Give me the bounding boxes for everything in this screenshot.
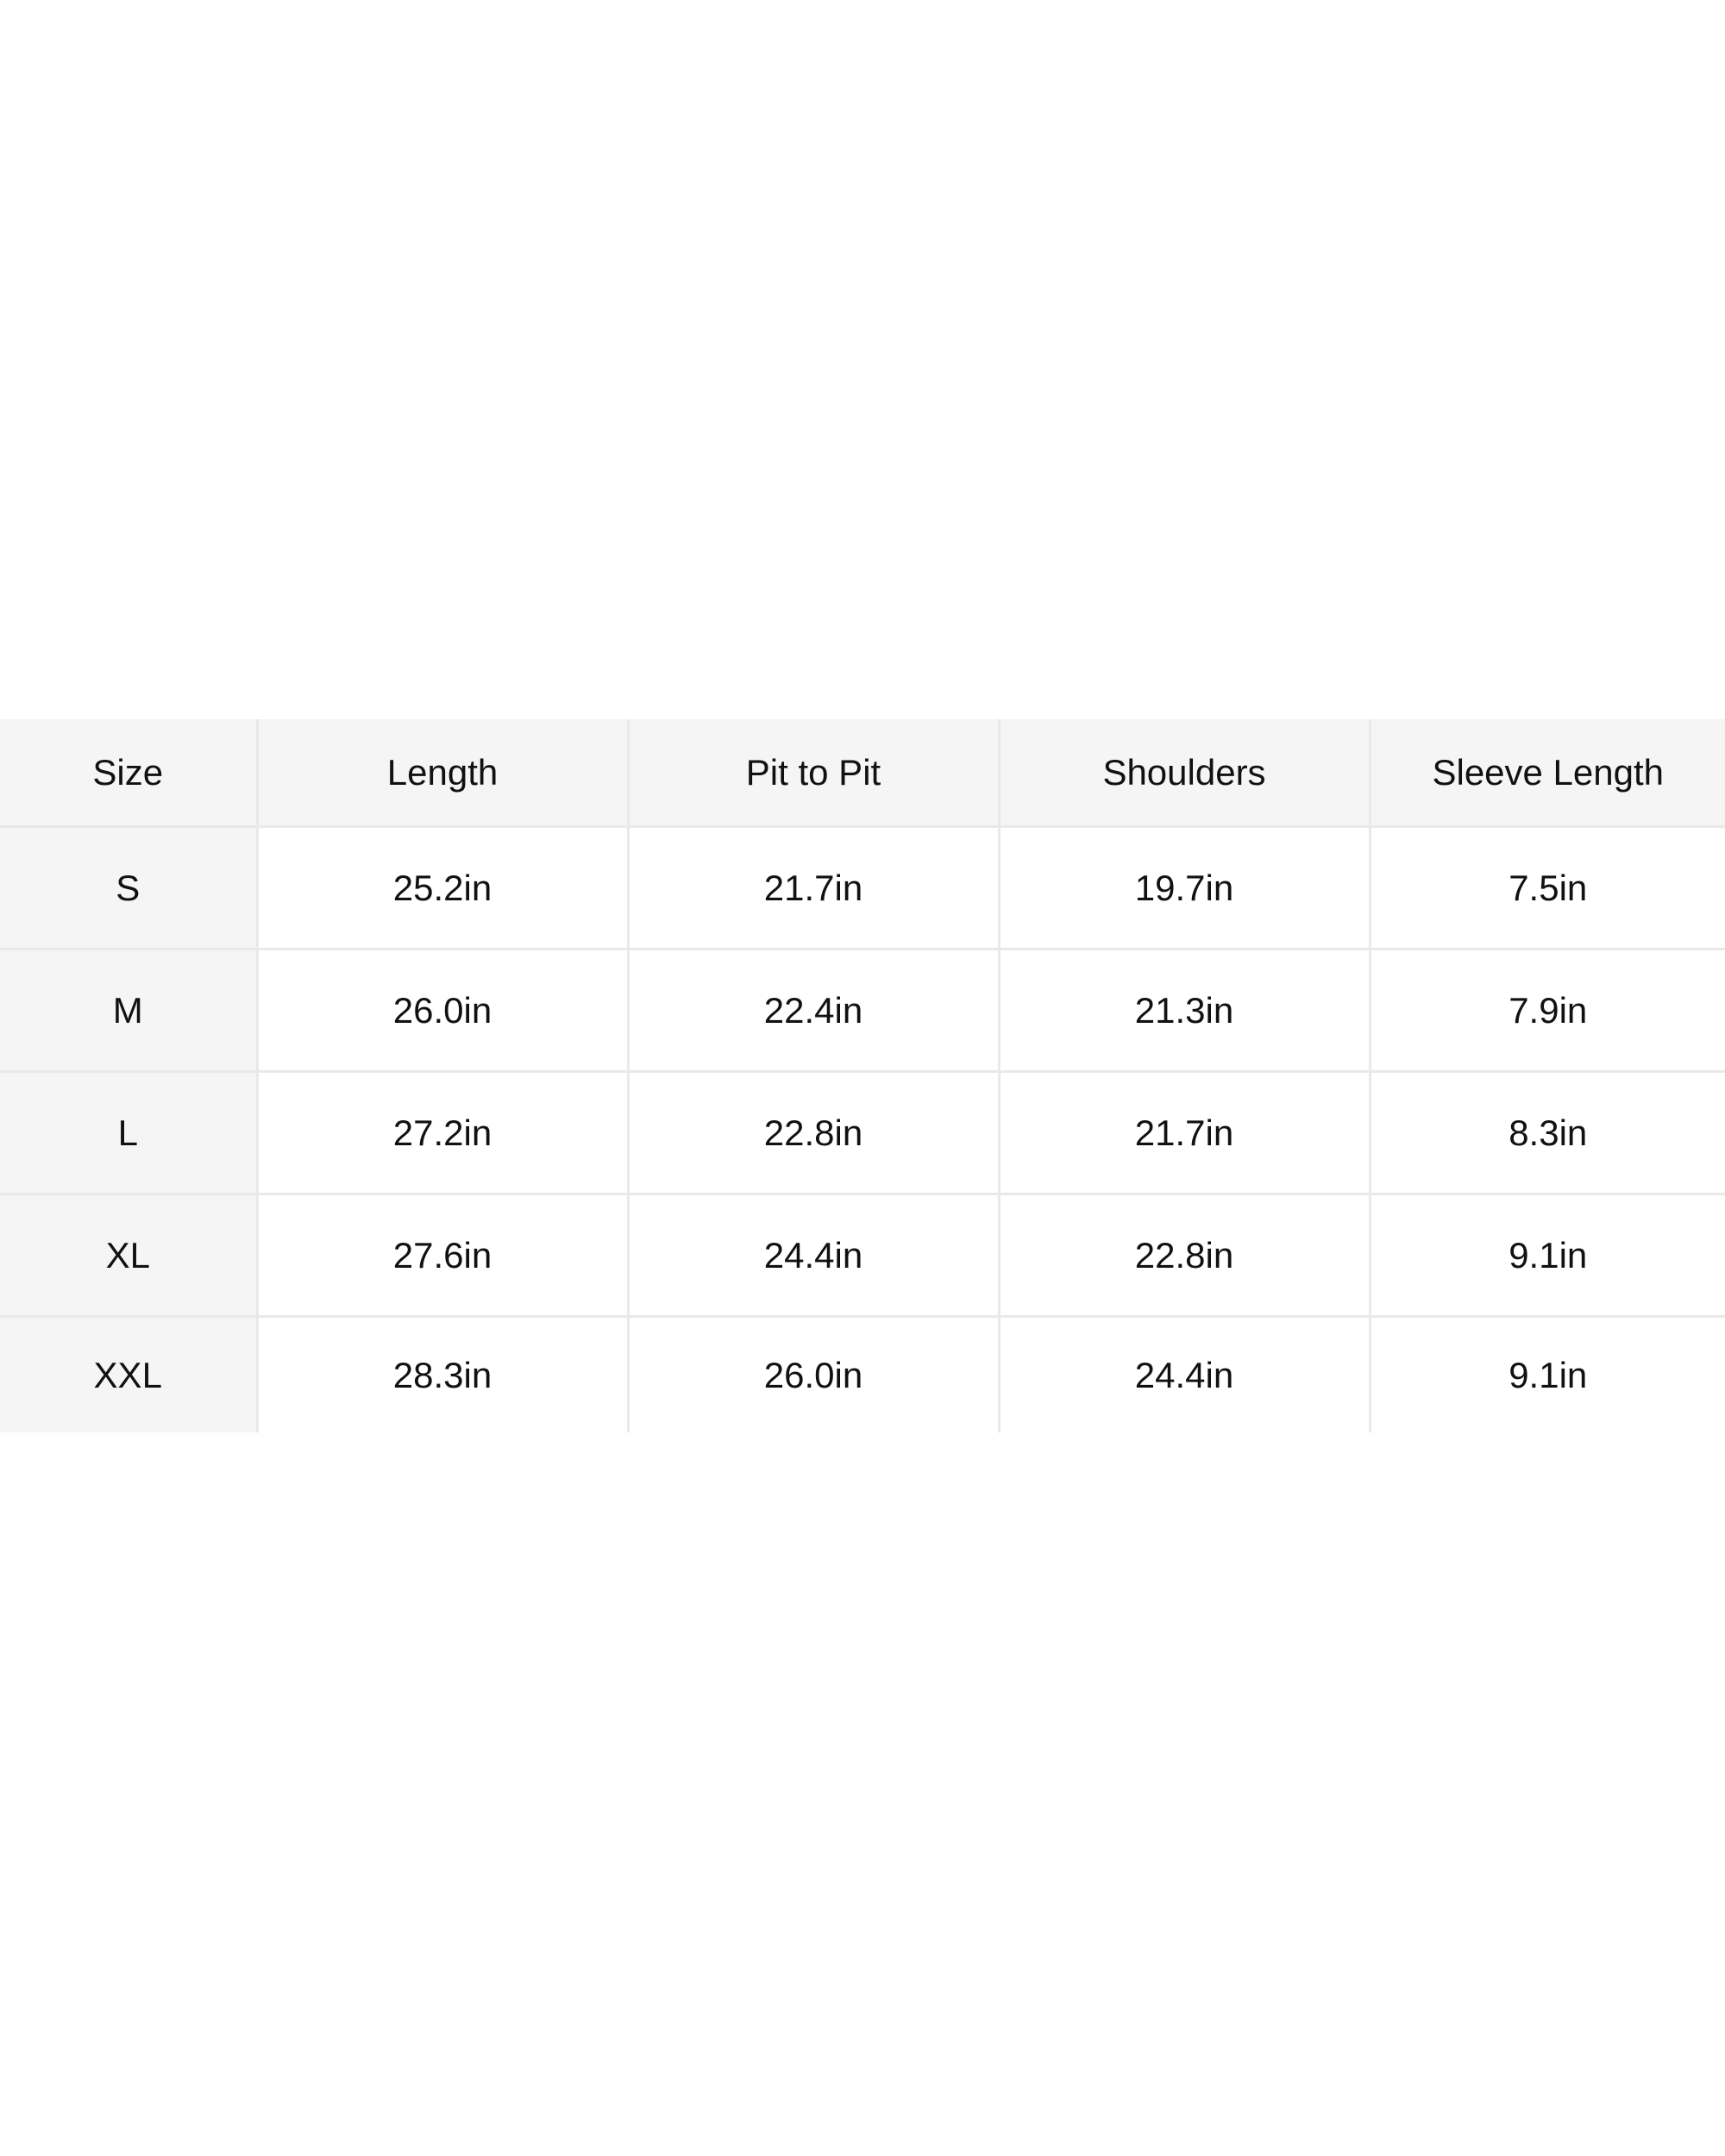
sleeve-length-cell: 8.3in [1370, 1072, 1725, 1194]
table-row [0, 1317, 1725, 1433]
length-cell: 27.2in [257, 1072, 628, 1194]
pit-to-pit-cell: 26.0in [628, 1317, 999, 1433]
table-row [0, 827, 1725, 950]
header-row [0, 719, 1725, 827]
length-cell: 25.2in [257, 827, 628, 950]
table-row [0, 1194, 1725, 1317]
length-cell: 27.6in [257, 1194, 628, 1317]
shoulders-cell: 19.7in [999, 827, 1370, 950]
size-cell: XL [0, 1194, 257, 1317]
sleeve-length-cell: 7.5in [1370, 827, 1725, 950]
header-pit-to-pit: Pit to Pit [628, 719, 999, 827]
header-size: Size [0, 719, 257, 827]
sleeve-length-cell: 9.1in [1370, 1194, 1725, 1317]
sleeve-length-cell: 9.1in [1370, 1317, 1725, 1433]
table-row [0, 1072, 1725, 1194]
size-cell: L [0, 1072, 257, 1194]
size-cell: S [0, 827, 257, 950]
size-chart-table [0, 719, 1725, 1432]
length-cell: 26.0in [257, 950, 628, 1072]
pit-to-pit-cell: 21.7in [628, 827, 999, 950]
size-chart-header [0, 719, 1725, 827]
sleeve-length-cell: 7.9in [1370, 950, 1725, 1072]
header-length: Length [257, 719, 628, 827]
pit-to-pit-cell: 22.4in [628, 950, 999, 1072]
pit-to-pit-cell: 22.8in [628, 1072, 999, 1194]
shoulders-cell: 22.8in [999, 1194, 1370, 1317]
shoulders-cell: 24.4in [999, 1317, 1370, 1433]
shoulders-cell: 21.7in [999, 1072, 1370, 1194]
shoulders-cell: 21.3in [999, 950, 1370, 1072]
size-chart-body [0, 827, 1725, 1433]
header-sleeve-length: Sleeve Length [1370, 719, 1725, 827]
header-shoulders: Shoulders [999, 719, 1370, 827]
pit-to-pit-cell: 24.4in [628, 1194, 999, 1317]
size-cell: M [0, 950, 257, 1072]
length-cell: 28.3in [257, 1317, 628, 1433]
table-row [0, 950, 1725, 1072]
size-cell: XXL [0, 1317, 257, 1433]
